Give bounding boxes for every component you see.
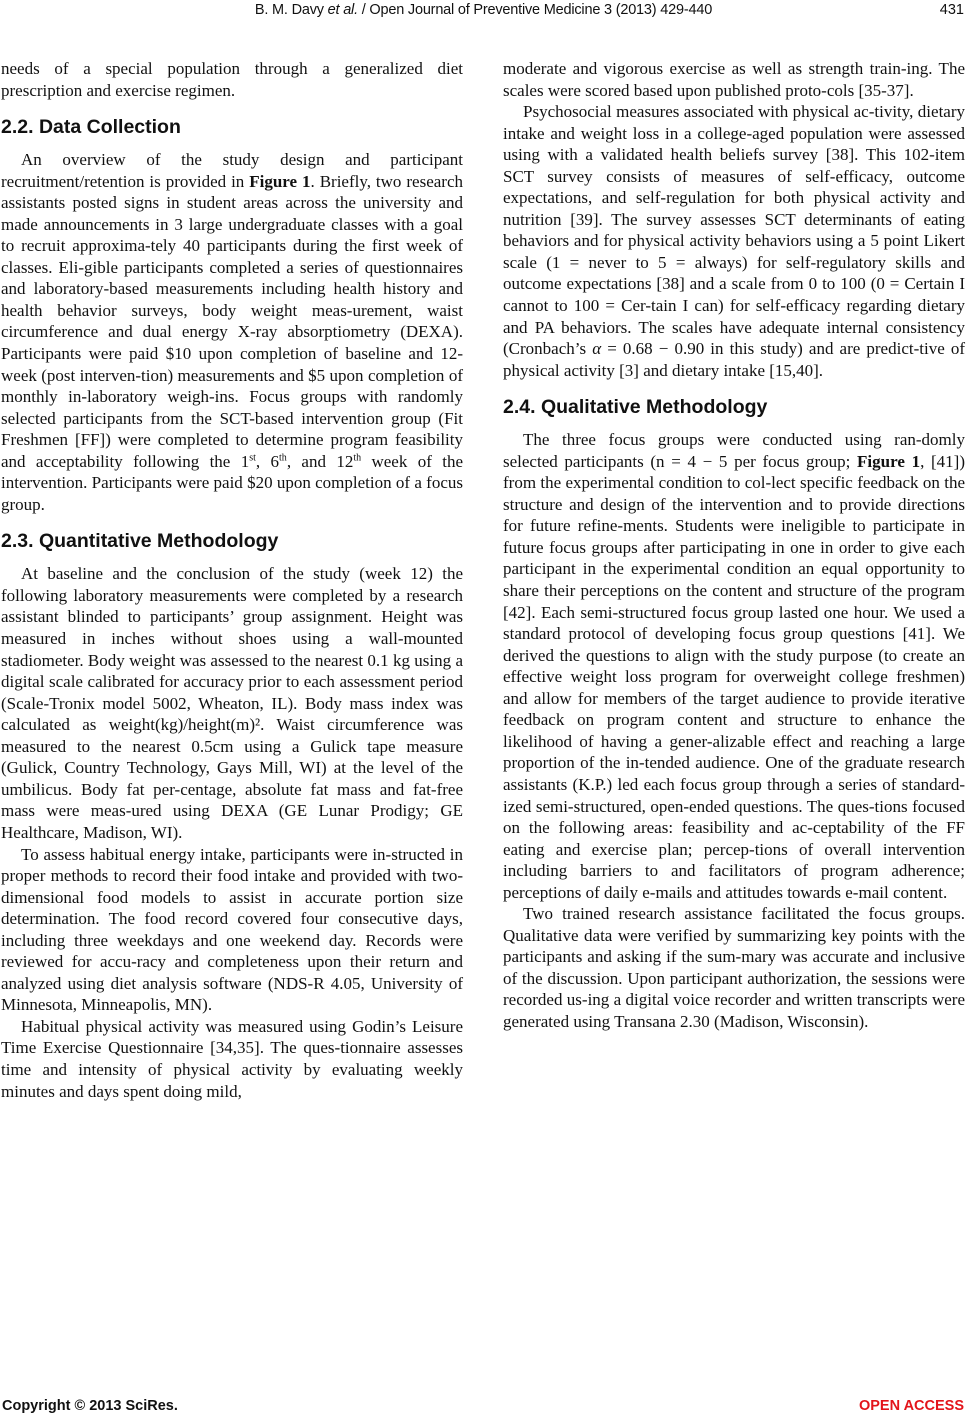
paragraph-facilitation: Two trained research assistance facilitated the focus groups. Qualitative data were verified by summarizing key points with the participants and asking if the sum-mary was accurate and inclusive of the discussion. Upon participant authorization, the sessions were recorded us-ing a digital voice recorder and written transcripts were generated using Transana 2.30 (Madison, Wisconsin). <box>503 904 965 1031</box>
superscript: th <box>353 452 362 464</box>
page-number: 431 <box>939 2 964 18</box>
paragraph-physical-activity: Habitual physical activity was measured using Godin’s Leisure Time Exercise Questionnaire [34,35]. The ques-tionnaire assesses time and intensity of physical activity by evaluating weekly minutes and days spent doing mild, <box>1 1016 463 1101</box>
header-authors: B. M. Davy <box>254 2 324 18</box>
running-title <box>0 2 967 18</box>
superscript: th <box>279 452 287 464</box>
paragraph-measurements: At baseline and the conclusion of the study (week 12) the following laboratory measurements were completed by a research assistant blinded to participants’ group assignment. Height was measured in inches without shoes using a wall-mounted stadiometer. Body weight was assessed to the nearest 0.1 kg using a digital scale calibrated for accuracy prior to each assessment period (Scale-Tronix model 5002, Wheaton, IL). Body mass index was calculated as weight(kg)/height(m)². Waist circumference was measured to the nearest 0.5cm using a Gulick tape measure (Gulick, Country Technology, Gays Mill, WI) at the level of the umbilicus. Body fat per-centage, absolute fat mass and fat-free mass were meas-ured using DEXA (GE Lunar Prodigy; GE Healthcare, Madison, WI). <box>1 564 463 842</box>
copyright-notice: Copyright © 2013 SciRes. <box>2 1398 178 1414</box>
paragraph-focus-groups <box>503 429 965 903</box>
open-access-label: OPEN ACCESS <box>858 1398 964 1414</box>
left-column <box>1 58 463 1102</box>
section-heading-quantitative-methodology: 2.3. Quantitative Methodology <box>1 530 279 553</box>
text-run: , and 12 <box>286 451 354 471</box>
paragraph-energy-intake: To assess habitual energy intake, participants were in-structed in proper methods to record their food intake and provided with two-dimensional food models to assist in accurate portion size determination. The food record covered four consecutive days, including three weekdays and one weekend day. Records were reviewed for accu-racy and completeness upon their return and analyzed using diet analysis software (NDS-R 4.05, University of Minnesota, Minneapolis, MN). <box>1 844 463 1015</box>
text-run: , [41]) from the experimental condition to col-lect specific feedback on the structure and design of the intervention and to provide directions for future refine-ments. Students were ineligible to participate in future focus groups after participating in one in order to give each participant in the experimental condition an equal opportunity to share their perceptions on the content and structure of the program [42]. Each semi-structured focus group lasted one hour. We used a standard protocol of developing focus group questions [41]. We derived the questions to align with the study purpose (to create an effective weight loss program for overweight college freshmen) and allow for members of the target audience to provide iterative feedback on program content and structure to enhance the likelihood of having a gener-alizable effect and reaching a large proportion of the in-tended audience. One of the graduate research assistants (K.P.) led each focus group through a series of standard-ized semi-structured, open-ended questions. The ques-tions focused on the following areas: feasibility and ac-ceptability of the FF eating and exercise plan; percep-tions of overall intervention including barriers to and facilitators of program adherence; perceptions of daily e-mails and attitudes towards e-mail content. <box>503 451 965 902</box>
section-heading-qualitative-methodology: 2.4. Qualitative Methodology <box>503 396 768 419</box>
alpha-symbol: α <box>592 339 602 359</box>
figure-reference[interactable]: Figure 1 <box>249 171 311 191</box>
text-run: Psychosocial measures associated with physical ac-tivity, dietary intake and weight loss in a college-aged population were assessed using with a validated health beliefs survey [38]. This 102-item SCT survey consists of measures of self-efficacy, outcome expectations, and self-regulation for both physical activity and nutrition [39]. The survey assesses SCT determinants of eating behaviors and for physical activity behaviors using a 5 point Likert scale (1 = never to 5 = always) for self-regulatory skills and outcome expectations [38] and a scale from 0 to 100 (0 = Certain I cannot to 100 = Cer-tain I can) for self-efficacy regarding dietary and PA behaviors. The scales have adequate internal consistency (Cronbach’s <box>503 102 965 359</box>
right-column <box>503 58 965 1033</box>
header-journal: / Open Journal of Preventive Medicine 3 (2013) 429-440 <box>357 2 713 18</box>
figure-reference[interactable]: Figure 1 <box>857 451 921 471</box>
running-header <box>0 0 967 22</box>
paragraph-continued: moderate and vigorous exercise as well as strength train-ing. The scales were scored based upon published proto-cols [35-37]. <box>503 59 965 100</box>
text-run: = 0.68 − 0.90 in this study) and are predict-tive of physical activity [3] and dietary intake [15,40]. <box>503 339 965 380</box>
paragraph-continued: needs of a special population through a generalized diet prescription and exercise regimen. <box>1 59 463 100</box>
text-run: An overview of the study design and participant recruitment/retention is provided in <box>1 150 463 191</box>
superscript: st <box>249 452 256 464</box>
text-run: The three focus groups were conducted using ran-domly selected participants (n = 4 − 5 per focus group; <box>503 430 965 471</box>
paragraph-data-collection <box>1 149 463 515</box>
text-run: , 6 <box>255 451 280 471</box>
text-run: week of the intervention. Participants were paid $20 upon completion of a focus group. <box>1 451 464 514</box>
text-run: . Briefly, two research assistants posted signs in student areas across the university and made announcements in 3 large undergraduate classes with a goal to recruit approxima-tely 40 participants during the first week of classes. Eli-gible participants completed a series of questionnaires and laboratory-based measurements including health history and health behavior surveys, body weight meas-urement, waist circumference and dual energy X-ray absorptiometry (DEXA). Participants were paid $10 upon completion of baseline and 12-week (post interven-tion) measurements and $5 upon completion of monthly in-laboratory weigh-ins. Focus groups with randomly selected participants from the SCT-based intervention group (Fit Freshmen [FF]) were completed to determine program feasibility and acceptability following the 1 <box>1 171 463 471</box>
header-et-al: et al. <box>327 2 358 18</box>
section-heading-data-collection: 2.2. Data Collection <box>1 116 181 139</box>
paragraph-psychosocial <box>503 101 965 381</box>
